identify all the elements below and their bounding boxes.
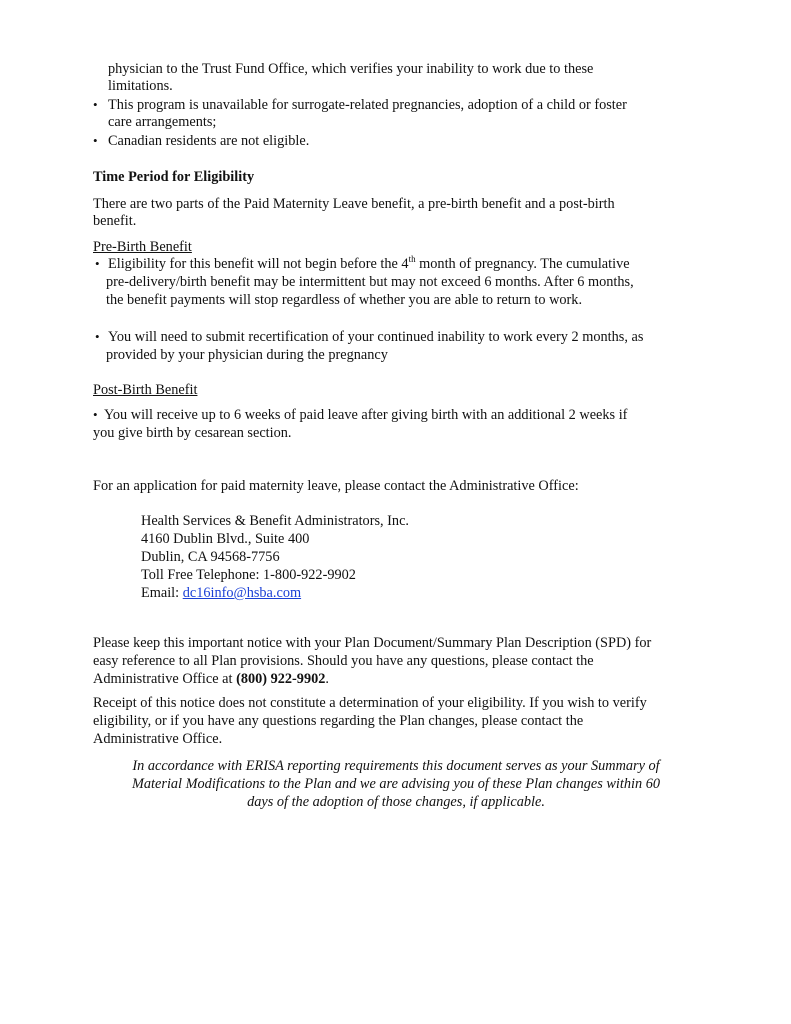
notice-paragraph-1: [93, 634, 699, 688]
address-email-line: [141, 584, 301, 602]
time-period-intro-line-1: There are two parts of the Paid Maternity Leave benefit, a pre-birth benefit and a post-birth: [93, 196, 615, 212]
erisa-notice: [93, 757, 699, 811]
time-period-intro-line-2: benefit.: [93, 213, 137, 229]
continuation-line-2: limitations.: [108, 78, 173, 94]
pre-birth-bullet-1-line-2: pre-delivery/birth benefit may be intermittent but may not exceed 6 months. After 6 months,: [106, 274, 634, 290]
pre-birth-text-b: month of pregnancy. The cumulative: [415, 256, 630, 272]
bullet-surrogate-line-1: This program is unavailable for surrogate-related pregnancies, adoption of a child or foster: [108, 97, 627, 113]
bullet-marker: •: [95, 256, 100, 271]
section-heading-time-period: Time Period for Eligibility: [93, 169, 255, 185]
bullet-canadian: Canadian residents are not eligible.: [108, 133, 310, 149]
address-phone: Toll Free Telephone: 1-800-922-9902: [141, 567, 356, 583]
pre-birth-bullet-1-line-1: [108, 255, 630, 273]
erisa-line-2: Material Modifications to the Plan and we are advising you of these Plan changes within 60: [132, 776, 660, 792]
pre-birth-text-a: Eligibility for this benefit will not begin before the 4: [108, 256, 409, 272]
pre-birth-bullet-2-line-1: You will need to submit recertification of your continued inability to work every 2 months, as: [108, 329, 644, 345]
continuation-line-1: physician to the Trust Fund Office, which verifies your inability to work due to these: [108, 61, 594, 77]
bullet-marker: •: [95, 329, 100, 344]
post-birth-line-1: You will receive up to 6 weeks of paid leave after giving birth with an additional 2 weeks if: [104, 407, 628, 423]
bullet-surrogate-line-2: care arrangements;: [108, 114, 217, 130]
bullet-marker: •: [93, 133, 98, 148]
notice-p1-line-2: easy reference to all Plan provisions. Should you have any questions, please contact the: [93, 653, 594, 669]
notice-p1-line-1: Please keep this important notice with your Plan Document/Summary Plan Description (SPD) for: [93, 635, 652, 651]
application-text: For an application for paid maternity leave, please contact the Administrative Office:: [93, 478, 579, 494]
erisa-line-3: days of the adoption of those changes, if applicable.: [247, 794, 545, 810]
post-birth-title: Post-Birth Benefit: [93, 382, 198, 398]
address-street: 4160 Dublin Blvd., Suite 400: [141, 531, 310, 547]
post-birth-line-2: you give birth by cesarean section.: [93, 425, 292, 441]
notice-p2-line-3: Administrative Office.: [93, 731, 223, 747]
pre-birth-bullet-1-line-3: the benefit payments will stop regardless of whether you are able to return to work.: [106, 292, 583, 308]
notice-p1-text: Administrative Office at: [93, 671, 237, 687]
notice-p1-period: .: [325, 671, 329, 687]
address-city: Dublin, CA 94568-7756: [141, 549, 280, 565]
notice-phone: (800) 922-9902: [236, 671, 326, 687]
erisa-line-1: In accordance with ERISA reporting requirements this document serves as your Summary of: [132, 758, 660, 774]
pre-birth-title: Pre-Birth Benefit: [93, 239, 192, 255]
address-company: Health Services & Benefit Administrators, Inc.: [141, 513, 410, 529]
notice-p2-line-2: eligibility, or if you have any questions regarding the Plan changes, please contact the: [93, 713, 584, 729]
email-label: Email:: [141, 585, 183, 601]
email-link[interactable]: dc16info@hsba.com: [182, 585, 302, 601]
notice-p2-line-1: Receipt of this notice does not constitute a determination of your eligibility. If you wish to verify: [93, 695, 647, 711]
ordinal-suffix: th: [408, 254, 416, 265]
bullet-marker: •: [93, 407, 98, 422]
pre-birth-bullet-2-line-2: provided by your physician during the pregnancy: [106, 347, 388, 363]
notice-paragraph-2: [93, 694, 699, 748]
notice-p1-line-3: [93, 670, 699, 688]
bullet-marker: •: [93, 97, 98, 112]
